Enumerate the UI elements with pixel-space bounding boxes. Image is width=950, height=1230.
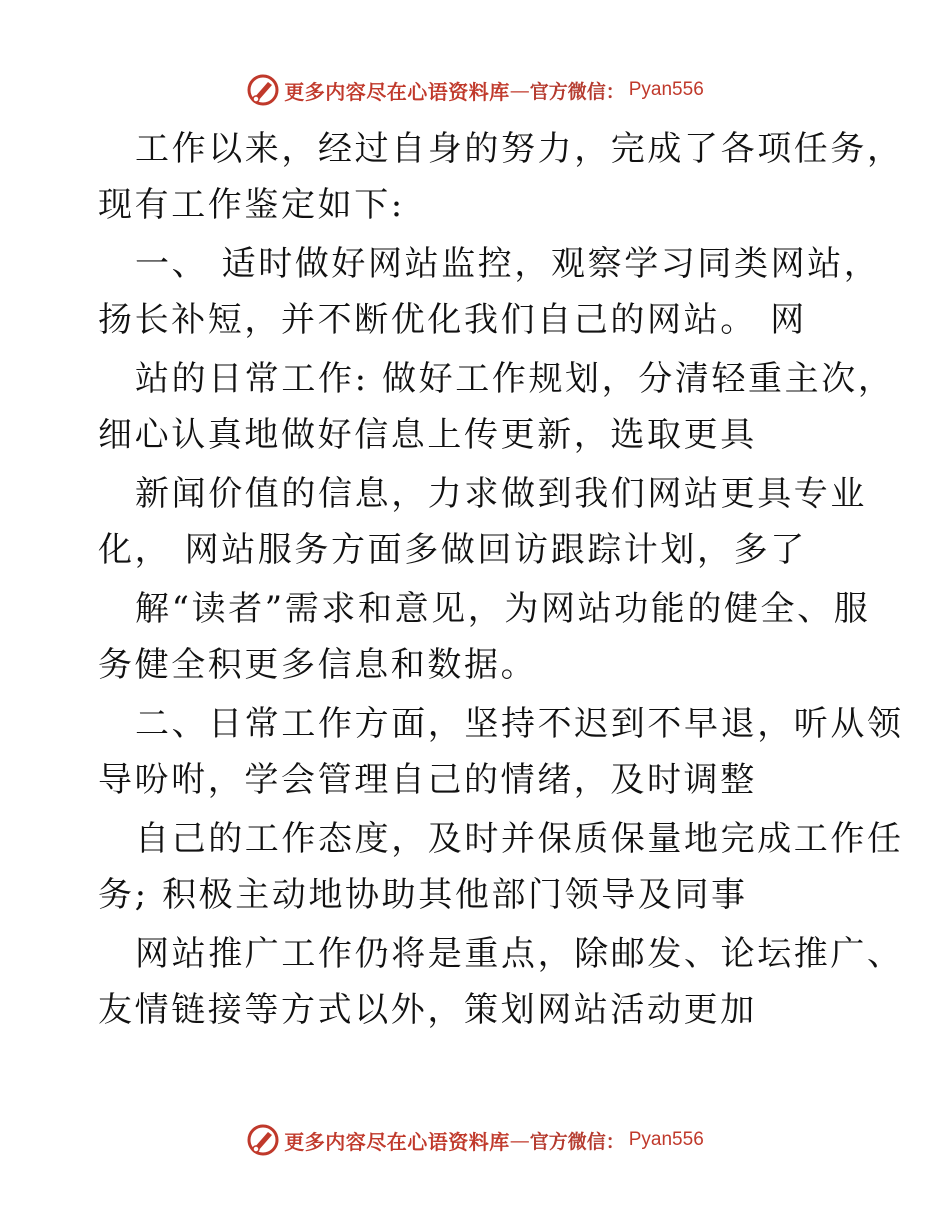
banner-title: 更多内容尽在心语资料库 bbox=[284, 1129, 510, 1154]
header-banner bbox=[0, 70, 950, 110]
body-line: 现有工作鉴定如下: bbox=[98, 185, 405, 225]
banner-wechat-label: 官方微信： bbox=[529, 80, 625, 103]
brush-logo-icon bbox=[246, 1123, 280, 1157]
body-line: 自己的工作态度，及时并保质保量地完成工作任 bbox=[135, 819, 904, 859]
body-line: 务; 积极主动地协助其他部门领导及同事 bbox=[98, 875, 748, 915]
body-line: 一、 适时做好网站监控，观察学习同类网站， bbox=[135, 244, 881, 284]
body-line: 导吩咐，学会管理自己的情绪，及时调整 bbox=[98, 760, 757, 800]
body-line: 网站推广工作仍将是重点，除邮发、论坛推广、 bbox=[135, 934, 904, 974]
body-line: 友情链接等方式以外，策划网站活动更加 bbox=[98, 990, 757, 1030]
body-line: 站的日常工作: 做好工作规划，分清轻重主次， bbox=[135, 359, 895, 399]
footer-banner bbox=[0, 1120, 950, 1160]
body-line: 解“读者”需求和意见，为网站功能的健全、服 bbox=[135, 589, 871, 629]
banner-wechat-id: Pyan556 bbox=[628, 79, 704, 100]
banner-wechat-label: 官方微信： bbox=[529, 1130, 625, 1153]
body-line: 二、日常工作方面，坚持不迟到不早退，听从领 bbox=[135, 704, 904, 744]
body-line: 化， 网站服务方面多做回访跟踪计划，多了 bbox=[98, 530, 807, 570]
banner-title: 更多内容尽在心语资料库 bbox=[284, 79, 510, 104]
body-line: 工作以来，经过自身的努力，完成了各项任务， bbox=[135, 129, 904, 169]
banner-wechat-id: Pyan556 bbox=[628, 1129, 704, 1150]
body-line: 新闻价值的信息，力求做到我们网站更具专业 bbox=[135, 474, 867, 514]
body-line: 扬长补短，并不断优化我们自己的网站。 网 bbox=[98, 300, 807, 340]
banner-dash: — bbox=[509, 1128, 530, 1152]
body-line: 细心认真地做好信息上传更新，选取更具 bbox=[98, 415, 757, 455]
banner-dash: — bbox=[509, 78, 530, 102]
brush-logo-icon bbox=[246, 73, 280, 107]
body-line: 务健全积更多信息和数据。 bbox=[98, 645, 538, 685]
